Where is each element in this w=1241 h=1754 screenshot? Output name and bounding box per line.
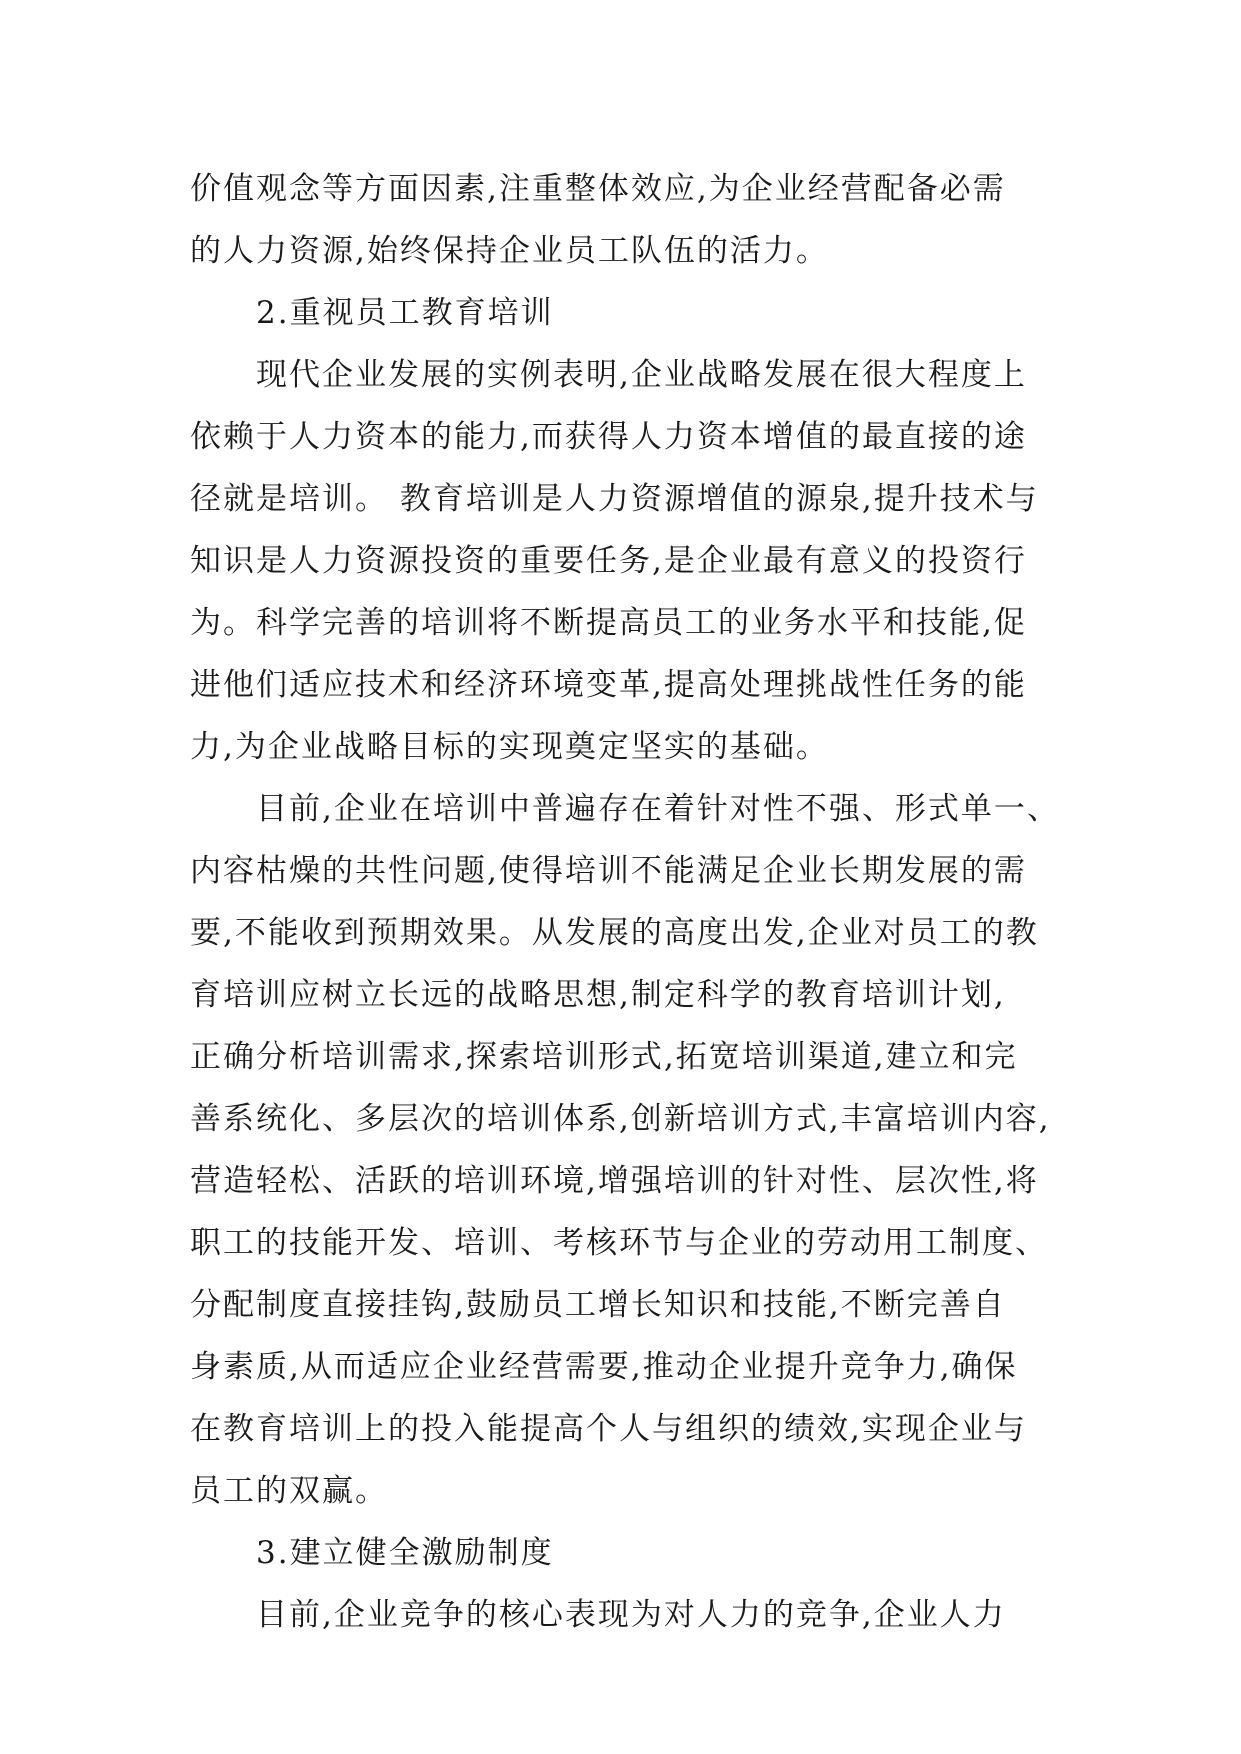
text-line: 育培训应树立长远的战略思想,制定科学的教育培训计划, bbox=[190, 977, 1006, 1013]
text-line: 力,为企业战略目标的实现奠定坚实的基础。 bbox=[190, 729, 829, 765]
text-line: 内容枯燥的共性问题,使得培训不能满足企业长期发展的需 bbox=[190, 853, 1027, 889]
section-heading: 3.建立健全激励制度 bbox=[256, 1535, 554, 1571]
text-line: 为。科学完善的培训将不断提高员工的业务水平和技能,促 bbox=[190, 605, 1027, 641]
text-line: 的人力资源,始终保持企业员工队伍的活力。 bbox=[190, 233, 829, 269]
text-line: 在教育培训上的投入能提高个人与组织的绩效,实现企业与 bbox=[190, 1411, 1027, 1447]
text-line: 职工的技能开发、培训、考核环节与企业的劳动用工制度、 bbox=[190, 1225, 1048, 1261]
section-heading: 2.重视员工教育培训 bbox=[256, 295, 554, 331]
text-line: 正确分析培训需求,探索培训形式,拓宽培训渠道,建立和完 bbox=[190, 1039, 1018, 1075]
body-text bbox=[190, 158, 1070, 1646]
text-line: 径就是培训。 教育培训是人力资源增值的源泉,提升技术与 bbox=[190, 481, 1039, 517]
text-line: 身素质,从而适应企业经营需要,推动企业提升竞争力,确保 bbox=[190, 1349, 1018, 1385]
text-line: 目前,企业竞争的核心表现为对人力的竞争,企业人力 bbox=[256, 1597, 1006, 1633]
text-line: 价值观念等方面因素,注重整体效应,为企业经营配备必需 bbox=[190, 171, 1006, 207]
text-line: 目前,企业在培训中普遍存在着针对性不强、形式单一、 bbox=[256, 791, 1060, 827]
text-line: 依赖于人力资本的能力,而获得人力资本增值的最直接的途 bbox=[190, 419, 1027, 455]
text-line: 进他们适应技术和经济环境变革,提高处理挑战性任务的能 bbox=[190, 667, 1027, 703]
text-line: 知识是人力资源投资的重要任务,是企业最有意义的投资行 bbox=[190, 543, 1027, 579]
text-line: 员工的双赢。 bbox=[190, 1473, 388, 1509]
text-line: 现代企业发展的实例表明,企业战略发展在很大程度上 bbox=[256, 357, 1027, 393]
text-line: 营造轻松、活跃的培训环境,增强培训的针对性、层次性,将 bbox=[190, 1163, 1039, 1199]
text-line: 善系统化、多层次的培训体系,创新培训方式,丰富培训内容, bbox=[190, 1101, 1051, 1137]
text-line: 分配制度直接挂钩,鼓励员工增长知识和技能,不断完善自 bbox=[190, 1287, 1006, 1323]
text-line: 要,不能收到预期效果。从发展的高度出发,企业对员工的教 bbox=[190, 915, 1039, 951]
